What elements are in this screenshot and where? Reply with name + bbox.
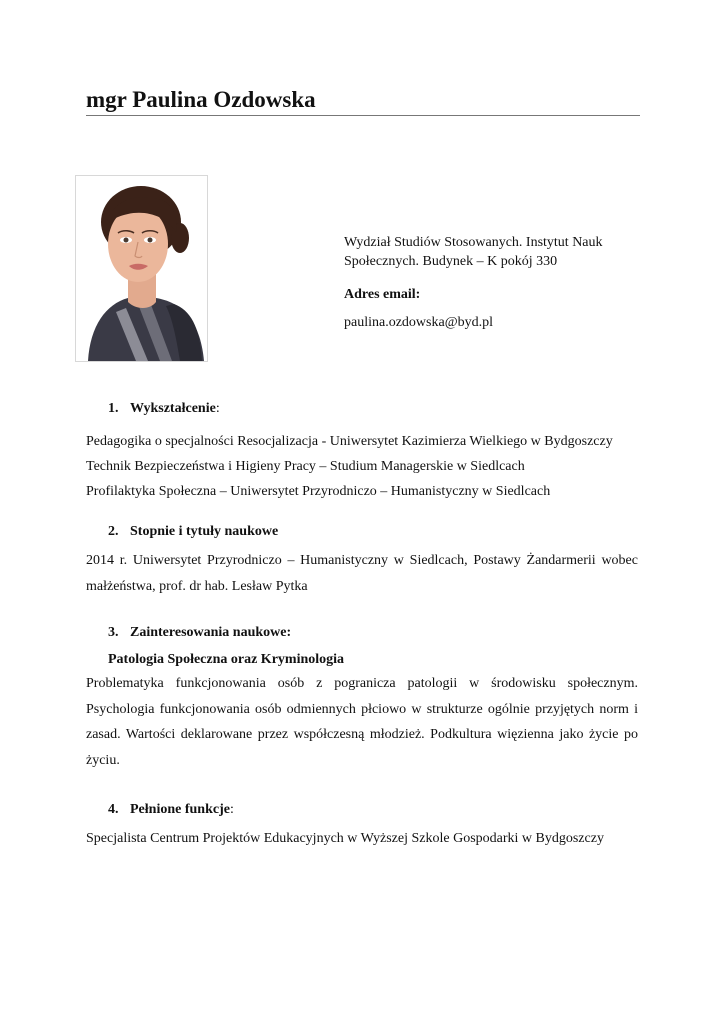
section-subheading: Patologia Społeczna oraz Kryminologia	[108, 652, 345, 667]
education-line: Pedagogika o specjalności Resocjalizacja - Uniwersytet Kazimierza Wielkiego w Bydgoszczy	[86, 434, 613, 449]
section-title: Pełnione funkcje	[130, 802, 230, 817]
page-title: mgr Paulina Ozdowska	[86, 86, 640, 116]
section-colon: :	[229, 802, 234, 817]
section-heading	[86, 399, 638, 419]
contact-block	[344, 233, 644, 332]
email-address: paulina.ozdowska@byd.pl	[344, 315, 493, 330]
section-interests	[86, 623, 638, 773]
degrees-paragraph: 2014 r. Uniwersytet Przyrodniczo – Humanistyczny w Siedlcach, Postawy Żandarmerii wobec małżeństwa, prof. dr hab. Lesław Pytka	[86, 553, 638, 594]
section-heading	[86, 522, 638, 542]
section-heading	[86, 623, 638, 643]
section-heading	[86, 800, 638, 820]
section-number: 2.	[108, 524, 119, 539]
profile-photo	[75, 175, 208, 362]
interests-paragraph: Problematyka funkcjonowania osób z pogranicza patologii w środowisku społecznym. Psychologia funkcjonowania osób odmiennych płciowo w strukturze ogólnie przyjętych norm i zasad. Wartości deklarowane przez współczesną młodzież. Podkultura więzienna jako życie po życiu.	[86, 676, 638, 768]
section-number: 3.	[108, 625, 119, 640]
section-education	[86, 399, 638, 504]
affiliation-text: Wydział Studiów Stosowanych. Instytut Nauk Społecznych. Budynek – K pokój 330	[344, 235, 603, 269]
section-title: Stopnie i tytuły naukowe	[130, 524, 279, 539]
function-line: Specjalista Centrum Projektów Edukacyjnych w Wyższej Szkole Gospodarki w Bydgoszczy	[86, 831, 604, 846]
education-line: Profilaktyka Społeczna – Uniwersytet Przyrodniczo – Humanistyczny w Siedlcach	[86, 484, 551, 499]
section-colon: :	[215, 401, 220, 416]
section-functions	[86, 800, 638, 851]
section-title: Zainteresowania naukowe:	[130, 625, 292, 640]
section-title: Wykształcenie	[130, 401, 216, 416]
email-label: Adres email:	[344, 287, 421, 302]
section-number: 1.	[108, 401, 119, 416]
section-number: 4.	[108, 802, 119, 817]
education-line: Technik Bezpieczeństwa i Higieny Pracy – Studium Managerskie w Siedlcach	[86, 459, 525, 474]
section-degrees	[86, 522, 638, 599]
